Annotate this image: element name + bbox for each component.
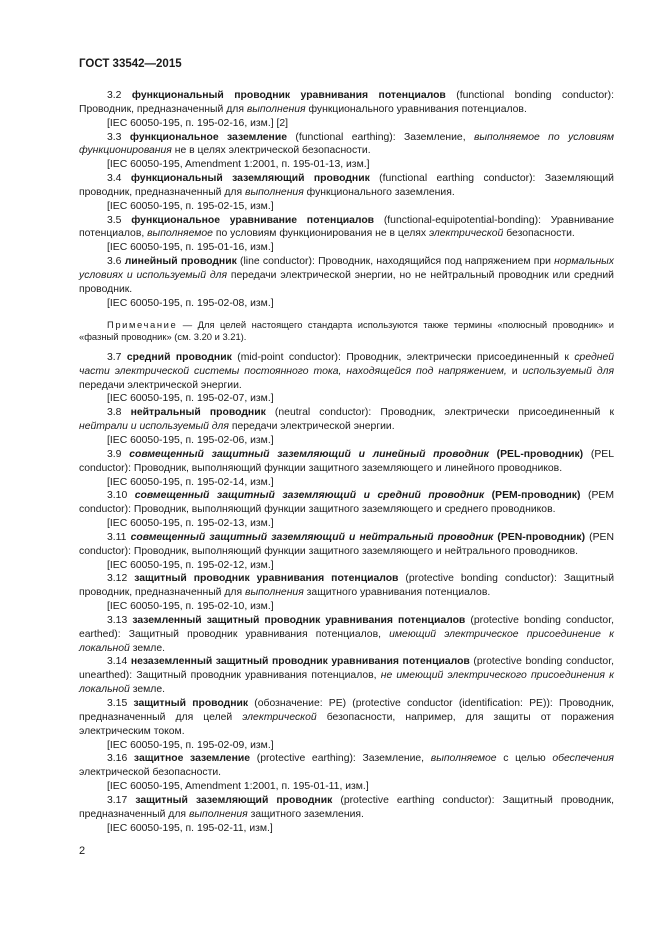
term-entry xyxy=(79,351,614,393)
term-number: 3.13 xyxy=(107,614,128,626)
term-english: (functional bonding conductor): xyxy=(445,90,614,101)
term-definition: передачи электрической энергии. xyxy=(79,379,242,391)
term-definition-italic: электрической xyxy=(428,228,504,240)
term-definition: Заземление, xyxy=(395,131,474,143)
term-entry xyxy=(79,489,614,517)
term-number: 3.14 xyxy=(107,656,128,668)
term-reference: [IEC 60050-195, п. 195-02-14, изм.] xyxy=(107,476,274,488)
term-english: (PEL conductor): xyxy=(79,448,614,474)
note-label: Примечание xyxy=(107,318,178,330)
term-number: 3.5 xyxy=(107,214,122,226)
document-header: ГОСТ 33542—2015 xyxy=(79,58,182,70)
term-definition: по условиям функционирования не в целях xyxy=(212,228,429,240)
term-title: защитный проводник xyxy=(133,698,249,709)
term-entry xyxy=(79,655,614,697)
term-entry xyxy=(79,89,614,117)
term-number: 3.11 xyxy=(107,531,127,543)
term-definition: Заземление, xyxy=(355,753,431,765)
term-entry xyxy=(79,406,614,434)
term-definition: Уравнивание потенциалов, xyxy=(79,214,614,240)
term-definition: Проводник, выполняющий функции защитного заземляющего и среднего проводников. xyxy=(130,504,556,516)
term-english: (PEM conductor): xyxy=(79,490,614,516)
term-english: (protective earthing): xyxy=(250,753,356,765)
term-definition: не в целях электрической безопасности. xyxy=(171,145,371,157)
term-definition-italic: выполнения xyxy=(245,587,304,599)
term-definition-italic: не имеющий электрического присоединения к локальной xyxy=(79,670,615,696)
term-title: функциональный проводник уравнивания потенциалов xyxy=(131,90,446,101)
term-definition: Проводник, выполняющий функции защитного заземляющего и линейного проводников. xyxy=(130,462,563,474)
term-definition: с целью xyxy=(496,753,553,765)
term-entry xyxy=(79,614,614,656)
term-number: 3.16 xyxy=(107,753,128,765)
term-definition: Заземляющий проводник, предназначенный для xyxy=(79,173,614,198)
term-definition-italic: электрической xyxy=(242,711,317,723)
note xyxy=(79,319,614,343)
term-title: функциональное уравнивание потенциалов xyxy=(131,214,375,226)
term-abbreviation: (PEL-проводник) xyxy=(488,448,584,460)
term-definition: передачи электрической энергии. xyxy=(228,421,395,433)
term-title: линейный проводник xyxy=(124,256,237,268)
term-definition: Проводник, находящийся под напряжением при xyxy=(314,256,555,268)
term-definition-italic: используемый для xyxy=(522,365,615,377)
term-reference: [IEC 60050-195, п. 195-02-15, изм.] xyxy=(107,200,274,212)
term-entry xyxy=(79,131,614,159)
term-definition-italic: выполняемое xyxy=(147,228,213,240)
term-number: 3.9 xyxy=(107,448,122,460)
term-entry xyxy=(79,214,614,242)
term-definition-italic: нейтрали и используемый для xyxy=(79,421,229,433)
term-definition: земле. xyxy=(129,684,165,696)
term-english: (protective bonding conductor): xyxy=(398,573,557,585)
term-number: 3.4 xyxy=(107,173,122,185)
term-reference: [IEC 60050-195, п. 195-02-12, изм.] xyxy=(107,559,274,571)
term-entry xyxy=(79,255,614,297)
term-title: защитное заземление xyxy=(133,753,251,765)
term-reference: [IEC 60050-195, Amendment 1:2001, п. 195-01-11, изм.] xyxy=(107,781,369,793)
term-number: 3.17 xyxy=(107,794,128,806)
term-english: (functional earthing conductor): xyxy=(369,173,536,185)
term-number: 3.7 xyxy=(107,351,122,363)
term-entry xyxy=(79,531,614,559)
term-definition: функционального уравнивания потенциалов. xyxy=(305,103,527,115)
term-title: совмещенный защитный заземляющий и линейный проводник xyxy=(129,448,489,460)
term-definition: функционального заземления. xyxy=(303,186,455,198)
term-definition: безопасности. xyxy=(503,228,575,240)
term-english: (functional earthing): xyxy=(287,131,396,143)
term-definition: Защитный проводник, предназначенный для xyxy=(79,794,615,820)
term-definition: и xyxy=(506,365,523,377)
term-number: 3.8 xyxy=(107,407,122,419)
term-english: (functional-equipotential-bonding): xyxy=(374,214,541,226)
term-definition-italic: средней части электрической системы постоянного тока, находящейся под напряжением, xyxy=(79,351,614,377)
term-english: (protective bonding conductor, earthed): xyxy=(79,614,614,640)
term-definition: Защитный проводник, предназначенный для xyxy=(79,573,614,599)
term-number: 3.2 xyxy=(107,90,122,101)
term-reference: [IEC 60050-195, п. 195-02-08, изм.] xyxy=(107,297,274,309)
term-definition: передачи электрической энергии, но не нейтральный проводник или средний проводник. xyxy=(79,269,614,295)
term-reference: [IEC 60050-195, п. 195-01-16, изм.] xyxy=(107,242,274,254)
term-entry xyxy=(79,697,614,739)
term-number: 3.3 xyxy=(107,131,122,143)
term-definition-italic: выполняемое по условиям функционирования xyxy=(79,131,614,157)
term-reference: [IEC 60050-195, п. 195-02-11, изм.] xyxy=(107,822,273,834)
page-number: 2 xyxy=(79,845,86,857)
term-title: незаземленный защитный проводник уравнивания потенциалов xyxy=(130,656,470,668)
term-title: совмещенный защитный заземляющий и средний проводник xyxy=(134,490,485,502)
term-reference: [IEC 60050-195, п. 195-02-06, изм.] xyxy=(107,434,274,446)
term-definition-italic: имеющий электрическое присоединение к локальной xyxy=(79,628,614,654)
term-number: 3.12 xyxy=(107,573,128,585)
term-title: защитный проводник уравнивания потенциалов xyxy=(134,573,399,585)
term-title: нейтральный проводник xyxy=(130,407,266,419)
term-english: (neutral conductor): xyxy=(265,407,372,419)
term-reference: [IEC 60050-195, п. 195-02-13, изм.] xyxy=(107,518,274,530)
term-entry xyxy=(79,794,614,822)
term-definition-italic: выполнения xyxy=(245,186,304,198)
term-definition: земле. xyxy=(129,642,165,654)
term-english: (PEN conductor): xyxy=(79,531,614,557)
term-reference: [IEC 60050-195, п. 195-02-07, изм.] xyxy=(107,393,274,405)
term-definition: защитного заземления. xyxy=(247,808,364,820)
term-abbreviation: (PEN-проводник) xyxy=(493,531,586,543)
term-definition: Проводник, предназначенный для целей xyxy=(79,698,615,723)
term-definition: Защитный проводник уравнивания потенциалов, xyxy=(120,628,390,640)
term-definition-italic: выполняемое xyxy=(430,753,497,765)
term-definition: защитного уравнивания потенциалов. xyxy=(303,587,491,599)
term-entry xyxy=(79,752,614,780)
term-definition-italic: выполнения xyxy=(188,808,248,820)
term-english: (protective earthing conductor): xyxy=(332,794,495,806)
term-title: защитный заземляющий проводник xyxy=(135,794,333,806)
term-entry xyxy=(79,572,614,600)
term-title: совмещенный защитный заземляющий и нейтральный проводник xyxy=(130,531,494,543)
term-english: (line conductor): xyxy=(236,256,315,268)
document-body xyxy=(79,89,614,835)
term-number: 3.6 xyxy=(107,256,122,268)
term-definition-italic: обеспечения xyxy=(552,753,614,765)
term-reference: [IEC 60050-195, п. 195-02-16, изм.] [2] xyxy=(107,117,289,129)
term-entry xyxy=(79,448,614,476)
term-title: функциональный заземляющий проводник xyxy=(130,173,370,185)
term-title: функциональное заземление xyxy=(129,131,288,143)
term-definition-italic: нормальных условиях и используемый для xyxy=(79,256,614,281)
term-definition: Защитный проводник уравнивания потенциалов, xyxy=(132,670,381,682)
term-reference: [IEC 60050-195, п. 195-02-09, изм.] xyxy=(107,739,274,751)
note-text: — Для целей настоящего стандарта используются также термины «полюсный проводник» и «фазный проводник» (см. 3.20 и 3.21). xyxy=(79,318,614,342)
term-reference: [IEC 60050-195, Amendment 1:2001, п. 195-01-13, изм.] xyxy=(107,159,370,171)
term-number: 3.10 xyxy=(107,490,128,502)
term-abbreviation: (PEM-проводник) xyxy=(484,490,581,502)
term-entry xyxy=(79,172,614,200)
term-english: (обозначение: PE) (protective conductor (identification: PE)): xyxy=(248,698,553,709)
term-definition: безопасности, например, для защиты от поражения электрическим током. xyxy=(79,711,614,737)
term-reference: [IEC 60050-195, п. 195-02-10, изм.] xyxy=(107,601,274,613)
term-number: 3.15 xyxy=(107,698,128,709)
term-definition: Проводник, электрически присоединенный к xyxy=(371,407,614,419)
term-definition: Проводник, выполняющий функции защитного заземляющего и нейтрального проводников. xyxy=(130,545,579,557)
term-english: (protective bonding conductor, unearthed): xyxy=(79,656,614,682)
term-english: (mid-point conductor): xyxy=(231,351,341,363)
term-title: заземленный защитный проводник уравнивания потенциалов xyxy=(132,614,466,626)
term-definition: Проводник, электрически присоединенный к xyxy=(340,351,575,363)
term-definition: Проводник, предназначенный для xyxy=(79,103,247,115)
term-definition-italic: выполнения xyxy=(246,103,306,115)
term-definition: электрической безопасности. xyxy=(79,767,222,779)
term-title: средний проводник xyxy=(126,351,232,363)
